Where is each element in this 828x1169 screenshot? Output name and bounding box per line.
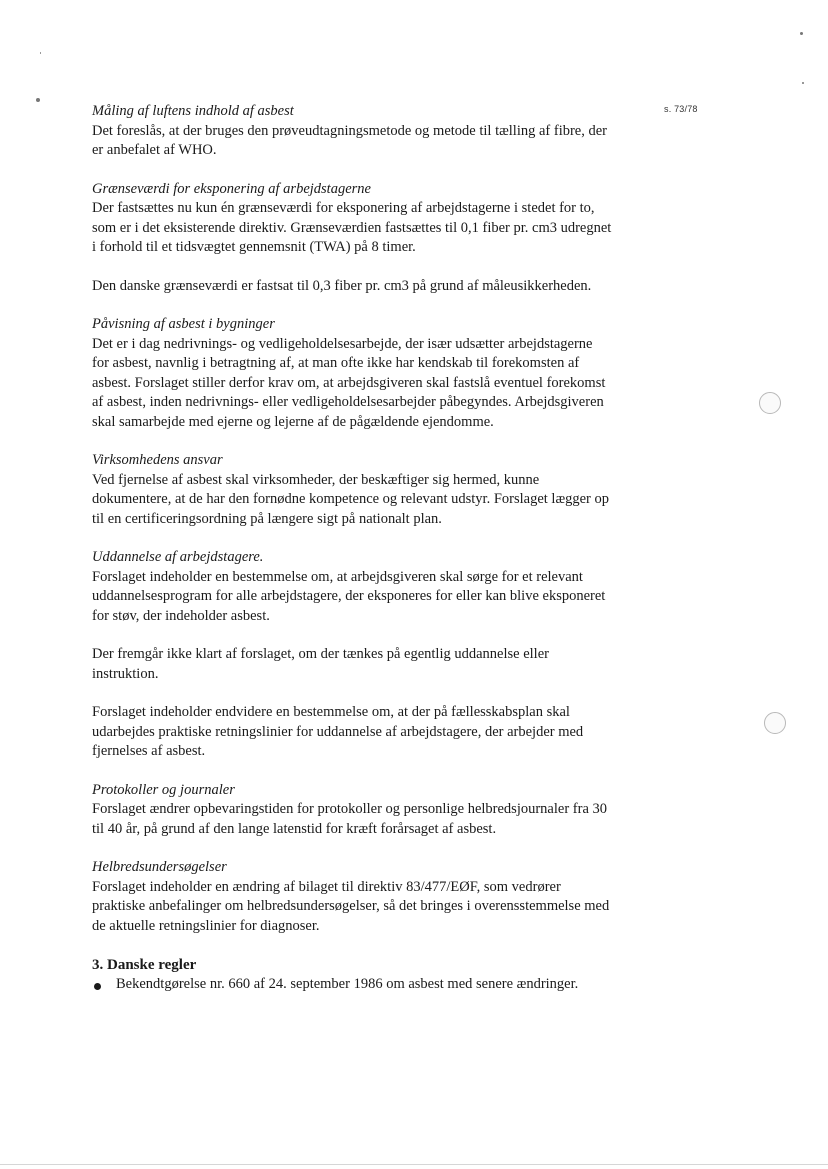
section-paragraph: Ved fjernelse af asbest skal virksomheder, der beskæftiger sig hermed, kunne dokumentere, at de har den fornødne kompetence og relevant udstyr. Forslaget lægger op til en certificeringsordning på længere sigt på nationalt plan. [92, 471, 610, 527]
section-heading: Påvisning af asbest i bygninger [92, 316, 275, 332]
section-heading: Protokoller og journaler [92, 781, 235, 798]
section-paragraph: Den danske grænseværdi er fastsat til 0,3 fiber pr. cm3 på grund af måleusikkerheden. [92, 277, 592, 294]
punch-hole-icon [759, 392, 781, 414]
scan-edge-line [0, 1164, 828, 1165]
section-detection-buildings [92, 315, 612, 432]
section-health-examinations [92, 858, 612, 936]
section-worker-training [92, 548, 612, 762]
section-paragraph: Forslaget indeholder endvidere en bestemmelse om, at der på fællesskabsplan skal udarbejdes praktiske retningslinier for uddannelse af arbejdstagere, der arbejder med fjernelses af asbest. [92, 704, 584, 759]
punch-hole-icon [764, 712, 786, 734]
section-limit-value [92, 180, 612, 297]
list-item [92, 975, 612, 995]
section-heading: Helbredsundersøgelser [92, 859, 227, 875]
section-heading: Måling af luftens indhold af asbest [92, 103, 294, 119]
page-reference: s. 73/78 [664, 104, 698, 114]
scan-speck [36, 98, 40, 102]
scan-speck [40, 52, 41, 54]
section-company-responsibility [92, 451, 612, 529]
scan-speck [800, 32, 803, 35]
section-heading: Virksomhedens ansvar [92, 452, 223, 468]
section-heading: Uddannelse af arbejdstagere. [92, 549, 264, 565]
section-protocols-journals [92, 781, 612, 840]
scan-speck [802, 82, 804, 84]
section-paragraph: Der fastsættes nu kun én grænseværdi for eksponering af arbejdstagerne i stedet for to, som er i det eksisterende direktiv. Grænseværdien fastsættes til 0,1 fiber pr. cm3 udregnet i forhold til et tidsvægtet gennemsnit (TWA) på 8 timer. [92, 200, 612, 255]
list-item-text: Bekendtgørelse nr. 660 af 24. september 1986 om asbest med senere ændringer. [116, 976, 579, 992]
section-number-heading: 3. Danske regler [92, 957, 197, 973]
section-paragraph: Forslaget ændrer opbevaringstiden for protokoller og personlige helbredsjournaler fra 30 til 40 år, på grund af den lange latenstid for kræft forårsaget af asbest. [92, 801, 608, 837]
bullet-icon [94, 983, 101, 990]
section-paragraph: Forslaget indeholder en ændring af bilaget til direktiv 83/477/EØF, som vedrører praktiske anbefalinger om helbredsundersøgelser, så det bringes i overensstemmelse med de aktuelle retningslinier for diagnoser. [92, 878, 610, 934]
section-paragraph: Forslaget indeholder en bestemmelse om, at arbejdsgiveren skal sørge for et relevant uddannelsesprogram for alle arbejdstagere, der eksponeres for eller kan blive eksponeret for støv, der indeholder asbest. [92, 568, 606, 624]
section-paragraph: Det er i dag nedrivnings- og vedligeholdelsesarbejde, der især udsætter arbejdstagerne for asbest, navnlig i betragtning af, at man ofte ikke har kendskab til forekomsten af asbest. Forslaget stiller derfor krav om, at arbejdsgiveren skal fastslå eventuel forekomst af asbest, inden nedrivnings- eller vedligeholdelsesarbejder påbegyndes. Arbejdsgiveren skal samarbejde med ejerne og lejerne af de pågældende ejendomme. [92, 335, 606, 430]
section-paragraph: Det foreslås, at der bruges den prøveudtagningsmetode og metode til tælling af fibre, der er anbefalet af WHO. [92, 122, 608, 158]
section-air-measurement [92, 102, 612, 161]
document-body [92, 102, 612, 995]
section-danish-rules [92, 955, 612, 995]
rules-list [92, 975, 612, 995]
section-heading: Grænseværdi for eksponering af arbejdstagerne [92, 180, 371, 197]
section-paragraph: Der fremgår ikke klart af forslaget, om der tænkes på egentlig uddannelse eller instruktion. [92, 646, 549, 682]
